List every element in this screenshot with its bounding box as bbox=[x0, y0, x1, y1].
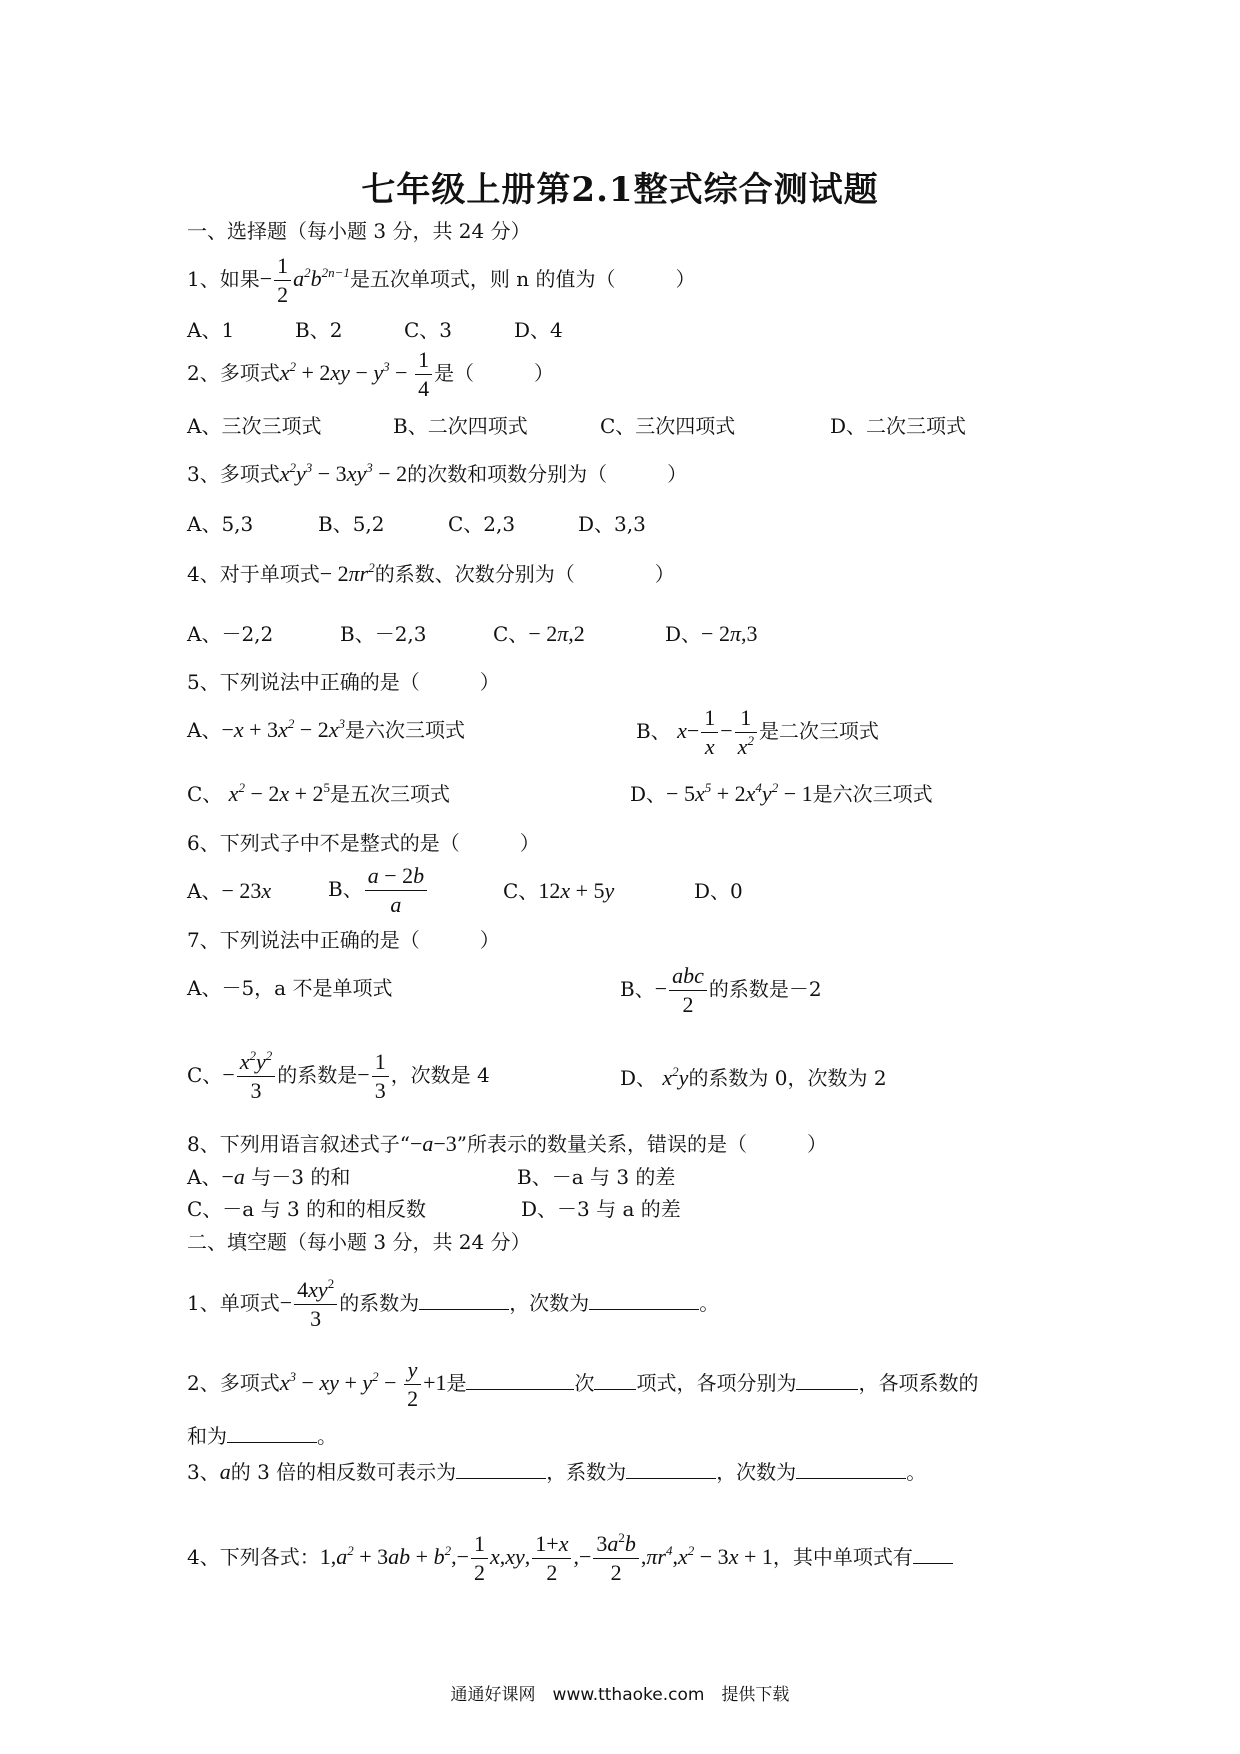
fraction-x2y2-over-3: $\frac{x^2y^2}{3}$ bbox=[237, 1048, 276, 1105]
q1-option-a[interactable]: A、1 bbox=[187, 318, 235, 342]
q6-option-c[interactable]: C、12x + 5y bbox=[503, 878, 615, 903]
section-choice-heading: 一、选择题（每小题 3 分，共 24 分） bbox=[187, 219, 531, 243]
q4-prefix: 4、对于单项式 bbox=[187, 562, 320, 586]
q3-option-a[interactable]: A、5,3 bbox=[187, 512, 254, 536]
question-6: 6、下列式子中不是整式的是（ ） bbox=[187, 831, 540, 855]
fraction-1-over-x2: $\frac{1}{x^2}$ bbox=[735, 704, 757, 761]
q6-a-label: A、 bbox=[187, 879, 222, 903]
fraction-third: $\frac{1}{3}$ bbox=[372, 1048, 389, 1105]
f2-blank-sum[interactable] bbox=[227, 1420, 317, 1443]
fraction-1-over-x: $\frac{1}{x}$ bbox=[701, 704, 718, 761]
q8-option-b[interactable]: B、－a 与 3 的差 bbox=[517, 1165, 676, 1189]
fill-3: 3、a的 3 倍的相反数可表示为 ，系数为 ，次数为 。 bbox=[187, 1456, 926, 1486]
q3-option-b[interactable]: B、5,2 bbox=[318, 512, 385, 536]
f1-end: 。 bbox=[699, 1291, 720, 1315]
question-7: 7、下列说法中正确的是（ ） bbox=[187, 928, 500, 952]
q7-option-a[interactable]: A、－5，a 不是单项式 bbox=[187, 976, 393, 1000]
f2-xiang: 项式，各项分别为 bbox=[636, 1371, 797, 1395]
q2-suffix: 是（ ） bbox=[434, 361, 555, 385]
page-footer: 通通好课网 www.tthaoke.com 提供下载 bbox=[450, 1685, 790, 1705]
f2-ci: 次 bbox=[574, 1371, 595, 1395]
fill-2: 2、多项式$x^3$ − xy + $y^2$ − $\frac{y}{2}$ +1是 次 项式，各项分别为 ，各项系数的 bbox=[187, 1357, 979, 1411]
q6-b-label: B、 bbox=[328, 877, 363, 901]
f2-xs: ，各项系数的 bbox=[858, 1371, 979, 1395]
q3-option-d[interactable]: D、3,3 bbox=[578, 512, 646, 536]
page-title: 七年级上册第2.1整式综合测试题 bbox=[361, 170, 879, 210]
f2-blank-each-term[interactable] bbox=[796, 1367, 858, 1390]
f4-suffix: ，其中单项式有 bbox=[772, 1545, 913, 1569]
q5-option-d[interactable]: D、− $5x^5 + 2x^4y^2 - 1$是六次三项式 bbox=[630, 780, 933, 806]
question-4: 4、对于单项式− $2\pi r^2$的系数、次数分别为（ ） bbox=[187, 560, 675, 586]
fraction-quarter: $\frac{1}{4}$ bbox=[415, 346, 432, 403]
f2-blank-terms[interactable] bbox=[594, 1367, 636, 1390]
q2-option-a[interactable]: A、三次三项式 bbox=[187, 414, 322, 438]
q1-suffix: 是五次单项式，则 n 的值为（ ） bbox=[349, 267, 696, 291]
q4-option-c[interactable]: C、− 2π,2 bbox=[493, 621, 585, 646]
q6-c-label: C、 bbox=[503, 879, 539, 903]
q1-prefix: 1、如果 bbox=[187, 267, 260, 291]
f2-end: 。 bbox=[317, 1424, 337, 1448]
f3-blank-degree[interactable] bbox=[796, 1456, 906, 1479]
q4-option-a[interactable]: A、－2,2 bbox=[187, 622, 274, 646]
fill-1: 1、单项式− $\frac{4xy^2}{3}$ 的系数为 ，次数为 。 bbox=[187, 1276, 720, 1331]
q5-d-suffix: 是六次三项式 bbox=[812, 782, 933, 806]
q2-option-b[interactable]: B、二次四项式 bbox=[393, 414, 528, 438]
q8-option-a[interactable]: A、−a 与－3 的和 bbox=[187, 1164, 351, 1189]
q5-c-suffix: 是五次三项式 bbox=[330, 782, 451, 806]
q6-option-d[interactable]: D、0 bbox=[694, 879, 743, 903]
q5-a-suffix: 是六次三项式 bbox=[345, 718, 466, 742]
q5-b-suffix: 是二次三项式 bbox=[758, 719, 879, 743]
fraction-3a2b-over-2: $\frac{3a^2b}{2}$ bbox=[593, 1530, 639, 1587]
f4-prefix: 4、下列各式： bbox=[187, 1545, 320, 1569]
q4-option-d[interactable]: D、− 2π,3 bbox=[665, 621, 758, 646]
f3-blank-coefficient[interactable] bbox=[626, 1456, 716, 1479]
f3-blank-expression[interactable] bbox=[456, 1456, 546, 1479]
q2-prefix: 2、多项式 bbox=[187, 361, 280, 385]
fraction-1px-over-2: $\frac{1+x}{2}$ bbox=[532, 1530, 571, 1587]
f2-blank-degree[interactable] bbox=[466, 1367, 574, 1390]
f1-prefix: 1、单项式 bbox=[187, 1291, 280, 1315]
q1-option-b[interactable]: B、2 bbox=[295, 318, 343, 342]
f2-prefix: 2、多项式 bbox=[187, 1371, 280, 1395]
q5-option-c[interactable]: C、 $x^2 - 2x + 2^5$是五次三项式 bbox=[187, 780, 451, 806]
q3-prefix: 3、多项式 bbox=[187, 462, 280, 486]
q1-option-c[interactable]: C、3 bbox=[404, 318, 453, 342]
q3-option-c[interactable]: C、2,3 bbox=[448, 512, 516, 536]
fill-4: 4、下列各式：$1,a^2 + 3ab + b^2,-$ $\frac{1}{2}$ x,xy, $\frac{1+x}{2}$ ,− $\frac{3a^2b}{2}$ $,\pi r^4,x^2 - 3x + 1$，其中单项式有 bbox=[187, 1530, 953, 1587]
q8-a-text: 与－3 的和 bbox=[251, 1165, 351, 1189]
fraction-half-2: $\frac{1}{2}$ bbox=[471, 1530, 488, 1587]
q5-option-b[interactable]: B、 x− $\frac{1}{x}$ − $\frac{1}{x^2}$ 是二次三项式 bbox=[636, 705, 879, 759]
f3-cs: ，次数为 bbox=[716, 1460, 797, 1484]
fill-2-line-2 bbox=[187, 1420, 337, 1450]
f1-blank-coefficient[interactable] bbox=[419, 1287, 509, 1310]
f3-prefix: 3、 bbox=[187, 1460, 220, 1484]
q7-c-end: ，次数是 4 bbox=[390, 1063, 490, 1087]
question-3: 3、多项式$x^2y^3 - 3xy^3 - 2$的次数和项数分别为（ ） bbox=[187, 460, 688, 486]
q4-suffix: 的系数、次数分别为（ ） bbox=[374, 562, 675, 586]
question-1: 1、如果− $\frac{1}{2}$ $a^2b^{2n-1}$是五次单项式，则 n 的值为（ ） bbox=[187, 253, 696, 307]
f3-xs: ，系数为 bbox=[546, 1460, 627, 1484]
q8-stem-end: ”所表示的数量关系，错误的是（ ） bbox=[456, 1132, 828, 1156]
q2-option-c[interactable]: C、三次四项式 bbox=[600, 414, 736, 438]
q7-option-d[interactable]: D、 $x^2y$的系数为 0，次数为 2 bbox=[620, 1064, 887, 1090]
q4-option-b[interactable]: B、－2,3 bbox=[340, 622, 427, 646]
q8-option-c[interactable]: C、－a 与 3 的和的相反数 bbox=[187, 1197, 427, 1221]
q1-option-d[interactable]: D、4 bbox=[514, 318, 563, 342]
q4-option-d-label: D、 bbox=[665, 622, 702, 646]
f1-mid2: ，次数为 bbox=[509, 1291, 590, 1315]
f1-blank-degree[interactable] bbox=[589, 1287, 699, 1310]
q7-option-b[interactable]: B、− $\frac{\text{abc}}{2}$ 的系数是－2 bbox=[620, 963, 822, 1017]
section-fill-heading: 二、填空题（每小题 3 分，共 24 分） bbox=[187, 1230, 531, 1254]
q7-c-mid: 的系数是 bbox=[277, 1063, 358, 1087]
f2-line2: 和为 bbox=[187, 1424, 227, 1448]
question-8: 8、下列用语言叙述式子“−a−3”所表示的数量关系，错误的是（ ） bbox=[187, 1131, 828, 1156]
q8-option-d[interactable]: D、－3 与 a 的差 bbox=[521, 1197, 681, 1221]
fraction-half: $\frac{1}{2}$ bbox=[274, 252, 291, 309]
fraction-a-2b-over-a: $\frac{a - 2b}{a}$ bbox=[365, 862, 427, 919]
q4-option-c-label: C、 bbox=[493, 622, 529, 646]
q8-stem: 8、下列用语言叙述式子“ bbox=[187, 1132, 410, 1156]
q7-option-c[interactable]: C、− $\frac{x^2y^2}{3}$ 的系数是− $\frac{1}{3}$ ，次数是 4 bbox=[187, 1048, 490, 1103]
q2-option-d[interactable]: D、二次三项式 bbox=[830, 414, 967, 438]
q7-b-suffix: 的系数是－2 bbox=[708, 977, 822, 1001]
q6-option-a[interactable]: A、− 23x bbox=[187, 878, 272, 903]
f3-end: 。 bbox=[906, 1460, 927, 1484]
question-2: 2、多项式$x^2 + 2xy - y^3$ − $\frac{1}{4}$ 是（ ） bbox=[187, 347, 555, 401]
q7-d-suffix: 的系数为 0，次数为 2 bbox=[688, 1066, 887, 1090]
fraction-abc-over-2: $\frac{\text{abc}}{2}$ bbox=[669, 962, 707, 1019]
fraction-4xy2-over-3: $\frac{4xy^2}{3}$ bbox=[294, 1276, 337, 1333]
f4-blank-monomials[interactable] bbox=[913, 1541, 953, 1564]
f2-mid: 是 bbox=[446, 1371, 467, 1395]
q5-option-a[interactable]: A、$-x + 3x^2 - 2x^3$是六次三项式 bbox=[187, 716, 466, 742]
f3-mid: 的 3 倍的相反数可表示为 bbox=[230, 1460, 457, 1484]
q6-option-b[interactable] bbox=[328, 862, 429, 919]
fraction-y-over-2: $\frac{y}{2}$ bbox=[404, 1356, 421, 1413]
f1-mid: 的系数为 bbox=[339, 1291, 420, 1315]
q3-suffix: 的次数和项数分别为（ ） bbox=[407, 462, 688, 486]
question-5: 5、下列说法中正确的是（ ） bbox=[187, 670, 500, 694]
